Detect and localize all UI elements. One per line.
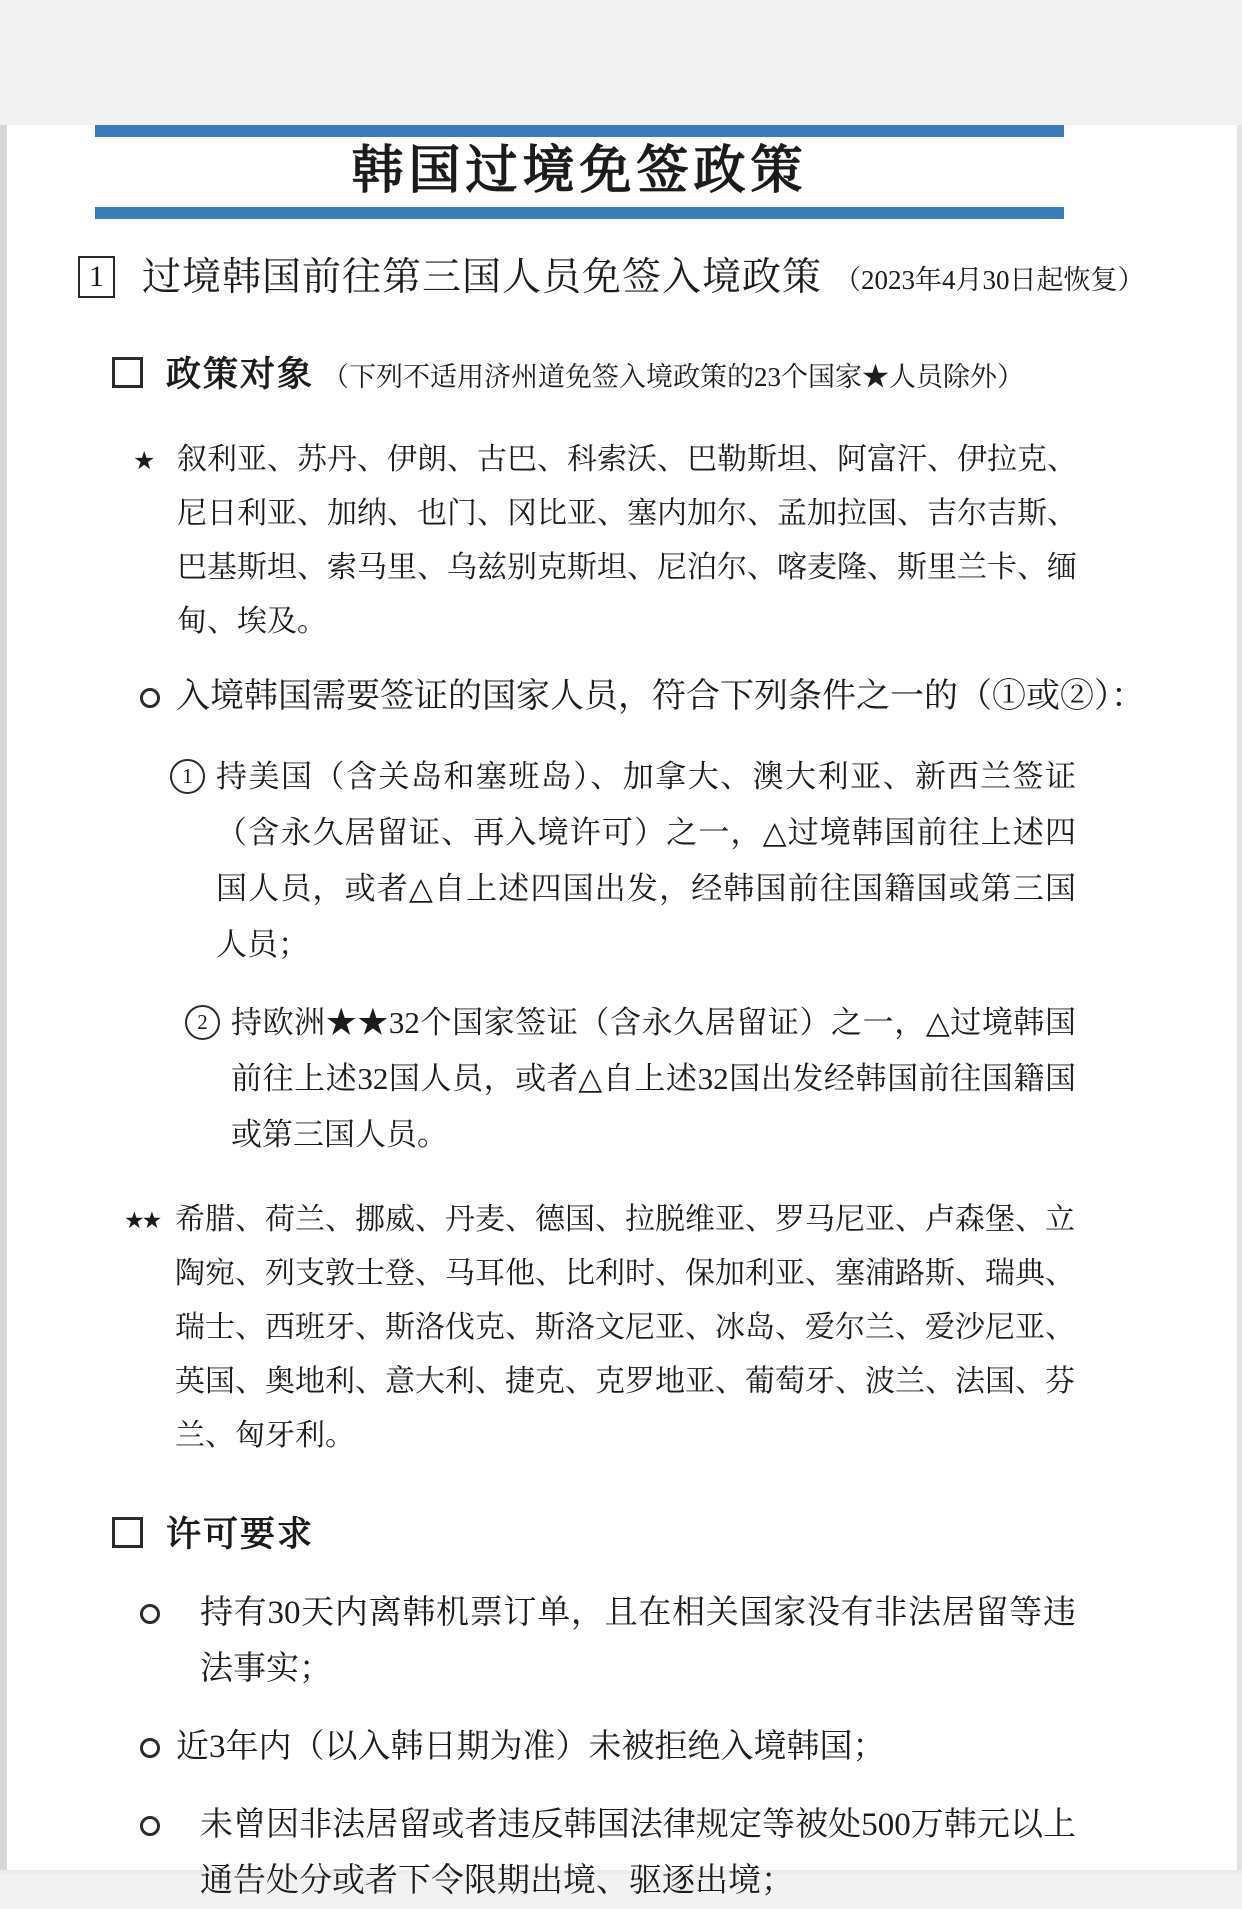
circled-digit-1-icon: 1 (170, 759, 205, 794)
visa-required-intro-line (140, 673, 1145, 721)
requirements-heading (112, 1507, 1182, 1557)
square-bullet-icon (112, 1517, 143, 1548)
title-banner (95, 125, 1064, 219)
requirement-item (140, 1585, 1076, 1697)
condition-2-paragraph (185, 995, 1076, 1163)
european-countries-paragraph (124, 1193, 1075, 1463)
circle-bullet-icon (140, 1604, 160, 1624)
requirement-2-text: 近3年内（以入韩日期为准）未被拒绝入境韩国； (176, 1729, 886, 1765)
visa-required-intro-text: 入境韩国需要签证的国家人员，符合下列条件之一的（①或②）： (176, 678, 1145, 715)
document-page (0, 125, 1242, 1899)
page-edge-left (0, 125, 7, 1874)
condition-1-paragraph (170, 749, 1076, 973)
page-title: 韩国过境免签政策 (351, 143, 808, 200)
section-number-box: 1 (78, 256, 115, 298)
policy-target-heading (112, 347, 1182, 397)
excluded-countries-paragraph (133, 433, 1077, 649)
section-date-note: （2023年4月30日起恢复） (834, 265, 1145, 295)
section-heading (78, 253, 1182, 303)
policy-target-label: 政策对象 (166, 355, 315, 394)
policy-target-note: （下列不适用济州道免签入境政策的23个国家★人员除外） (322, 362, 1025, 392)
double-star-icon: ★★ (124, 1208, 160, 1234)
requirement-item (140, 1719, 1076, 1775)
banner-rule-top (95, 125, 1064, 137)
circle-bullet-icon (140, 1816, 160, 1836)
circled-digit-2-icon: 2 (185, 1005, 220, 1040)
banner-rule-bottom (95, 207, 1064, 219)
page-edge-right (1237, 125, 1242, 1874)
section-title: 过境韩国前往第三国人员免签入境政策 (142, 256, 823, 299)
condition-1-text: 持美国（含关岛和塞班岛）、加拿大、澳大利亚、新西兰签证（含永久居留证、再入境许可）之一，△过境韩国前往上述四国人员，或者△自上述四国出发，经韩国前往国籍国或第三国人员； (216, 759, 1076, 962)
requirement-1-text: 持有30天内离韩机票订单，且在相关国家没有非法居留等违法事实； (200, 1595, 1076, 1687)
square-bullet-icon (112, 357, 143, 388)
condition-2-text: 持欧洲★★32个国家签证（含永久居留证）之一，△过境韩国前往上述32国人员，或者△自上述32国出发经韩国前往国籍国或第三国人员。 (231, 1005, 1076, 1152)
circle-bullet-icon (140, 1738, 160, 1758)
requirements-label: 许可要求 (166, 1515, 315, 1554)
requirement-item (140, 1797, 1076, 1909)
requirement-3-text: 未曾因非法居留或者违反韩国法律规定等被处500万韩元以上通告处分或者下令限期出境、驱逐出境； (200, 1807, 1076, 1899)
circle-bullet-icon (140, 688, 160, 708)
european-countries-text: 希腊、荷兰、挪威、丹麦、德国、拉脱维亚、罗马尼亚、卢森堡、立陶宛、列支敦士登、马耳他、比利时、保加利亚、塞浦路斯、瑞典、瑞士、西班牙、斯洛伐克、斯洛文尼亚、冰岛、爱尔兰、爱沙尼亚、英国、奥地利、意大利、捷克、克罗地亚、葡萄牙、波兰、法国、芬兰、匈牙利。 (175, 1203, 1075, 1452)
star-icon: ★ (133, 446, 156, 475)
excluded-countries-text: 叙利亚、苏丹、伊朗、古巴、科索沃、巴勒斯坦、阿富汗、伊拉克、尼日利亚、加纳、也门、冈比亚、塞内加尔、孟加拉国、吉尔吉斯、巴基斯坦、索马里、乌兹别克斯坦、尼泊尔、喀麦隆、斯里兰卡、缅甸、埃及。 (177, 443, 1077, 638)
